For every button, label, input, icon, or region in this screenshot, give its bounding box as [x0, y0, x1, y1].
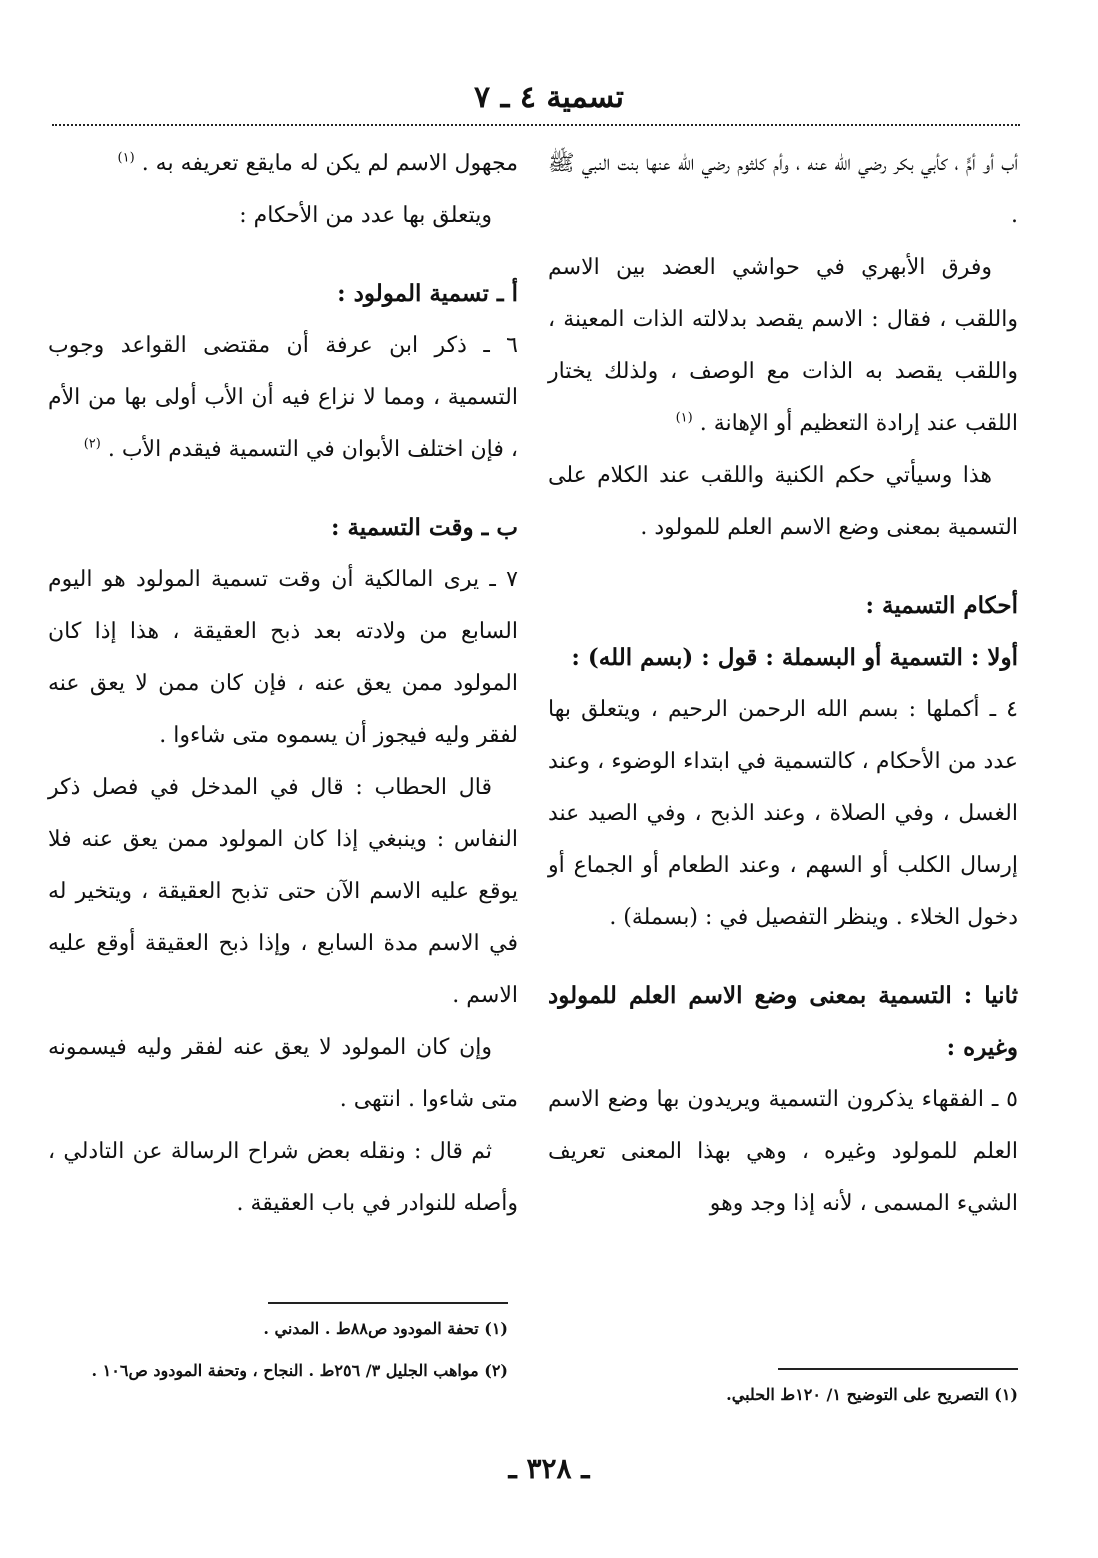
paragraph: قال الحطاب : قال في المدخل في فصل ذكر النفاس : وينبغي إذا كان المولود ممن يعق عنه فلا يوقع عليه الاسم الآن حتى تذبح العقيقة ، ويتخير له في الاسم مدة السابع ، وإذا ذبح العقيقة أوقع عليه الاسم .	[48, 775, 518, 1008]
paragraph: ويتعلق بها عدد من الأحكام :	[239, 203, 492, 228]
footnote-ref: (١)	[117, 150, 135, 166]
section-heading: أولا : التسمية أو البسملة : قول : (بسم الله) :	[571, 644, 1018, 671]
left-column	[48, 138, 518, 1230]
paragraph: ٥ ـ الفقهاء يذكرون التسمية ويريدون بها وضع الاسم العلم للمولود وغيره ، وهي بهذا المعنى تعريف الشيء المسمى ، لأنه إذا وجد وهو	[548, 1087, 1018, 1216]
section-heading: أ ـ تسمية المولود :	[337, 280, 518, 307]
right-column	[548, 138, 1018, 1230]
paragraph: ثم قال : ونقله بعض شراح الرسالة عن التادلي ، وأصله للنوادر في باب العقيقة .	[48, 1139, 518, 1216]
paragraph: وفرق الأبهري في حواشي العضد بين الاسم واللقب ، فقال : الاسم يقصد بدلالته الذات المعينة ، واللقب يقصد به الذات مع الوصف ، ولذلك يختار اللقب عند إرادة التعظيم أو الإهانة . $^{(١)}$	[548, 255, 1018, 436]
footnote-divider	[268, 1302, 508, 1304]
footnote-ref: (١)	[675, 410, 693, 426]
footnote: (١) التصريح على التوضيح ١/ ١٢٠ط الحلبي.	[726, 1385, 1018, 1404]
paragraph: ٤ ـ أكملها : بسم الله الرحمن الرحيم ، ويتعلق بها عدد من الأحكام ، كالتسمية في ابتداء الوضوء ، وعند الغسل ، وفي الصلاة ، وعند الذبح ، وفي الصيد عند إرسال الكلب أو السهم ، وعند الطعام أو الجماع أو دخول الخلاء . وينظر التفصيل في : (بسملة) .	[548, 697, 1018, 930]
paragraph: أب أو أمٍّ ، كأبي بكر رضي الله عنه ، وأم كلثوم رضي الله عنها بنت النبي ﷺ .	[548, 151, 1018, 228]
footnote-divider	[778, 1368, 1018, 1370]
footnote: (٢) مواهب الجليل ٣/ ٢٥٦ط . النجاح ، وتحفة المودود ص١٠٦ .	[91, 1361, 508, 1380]
section-heading: ثانيا : التسمية بمعنى وضع الاسم العلم للمولود وغيره :	[548, 982, 1018, 1061]
paragraph: هذا وسيأتي حكم الكنية واللقب عند الكلام على التسمية بمعنى وضع الاسم العلم للمولود .	[548, 463, 1018, 540]
footnote-ref: (٢)	[83, 436, 101, 452]
paragraph: ٧ ـ يرى المالكية أن وقت تسمية المولود هو اليوم السابع من ولادته بعد ذبح العقيقة ، هذا إذا كان المولود ممن يعق عنه ، فإن كان ممن لا يعق عنه لفقر وليه فيجوز أن يسموه متى شاءوا .	[48, 567, 518, 748]
page-number: ـ ٣٢٨ ـ	[508, 1452, 590, 1485]
paragraph: وإن كان المولود لا يعق عنه لفقر وليه فيسمونه متى شاءوا . انتهى .	[48, 1035, 518, 1112]
paragraph: ٦ ـ ذكر ابن عرفة أن مقتضى القواعد وجوب التسمية ، ومما لا نزاع فيه أن الأب أولى بها من الأم ، فإن اختلف الأبوان في التسمية فيقدم الأب . $^{(٢)}$	[48, 333, 518, 462]
section-heading: أحكام التسمية :	[865, 592, 1018, 619]
header-divider	[52, 124, 1020, 126]
paragraph: مجهول الاسم لم يكن له مايقع تعريفه به . $^{(١)}$	[117, 150, 518, 176]
page-header: تسمية ٤ ـ ٧	[474, 80, 624, 115]
footnote: (١) تحفة المودود ص٨٨ط . المدني .	[263, 1319, 508, 1338]
section-heading: ب ـ وقت التسمية :	[330, 514, 518, 541]
